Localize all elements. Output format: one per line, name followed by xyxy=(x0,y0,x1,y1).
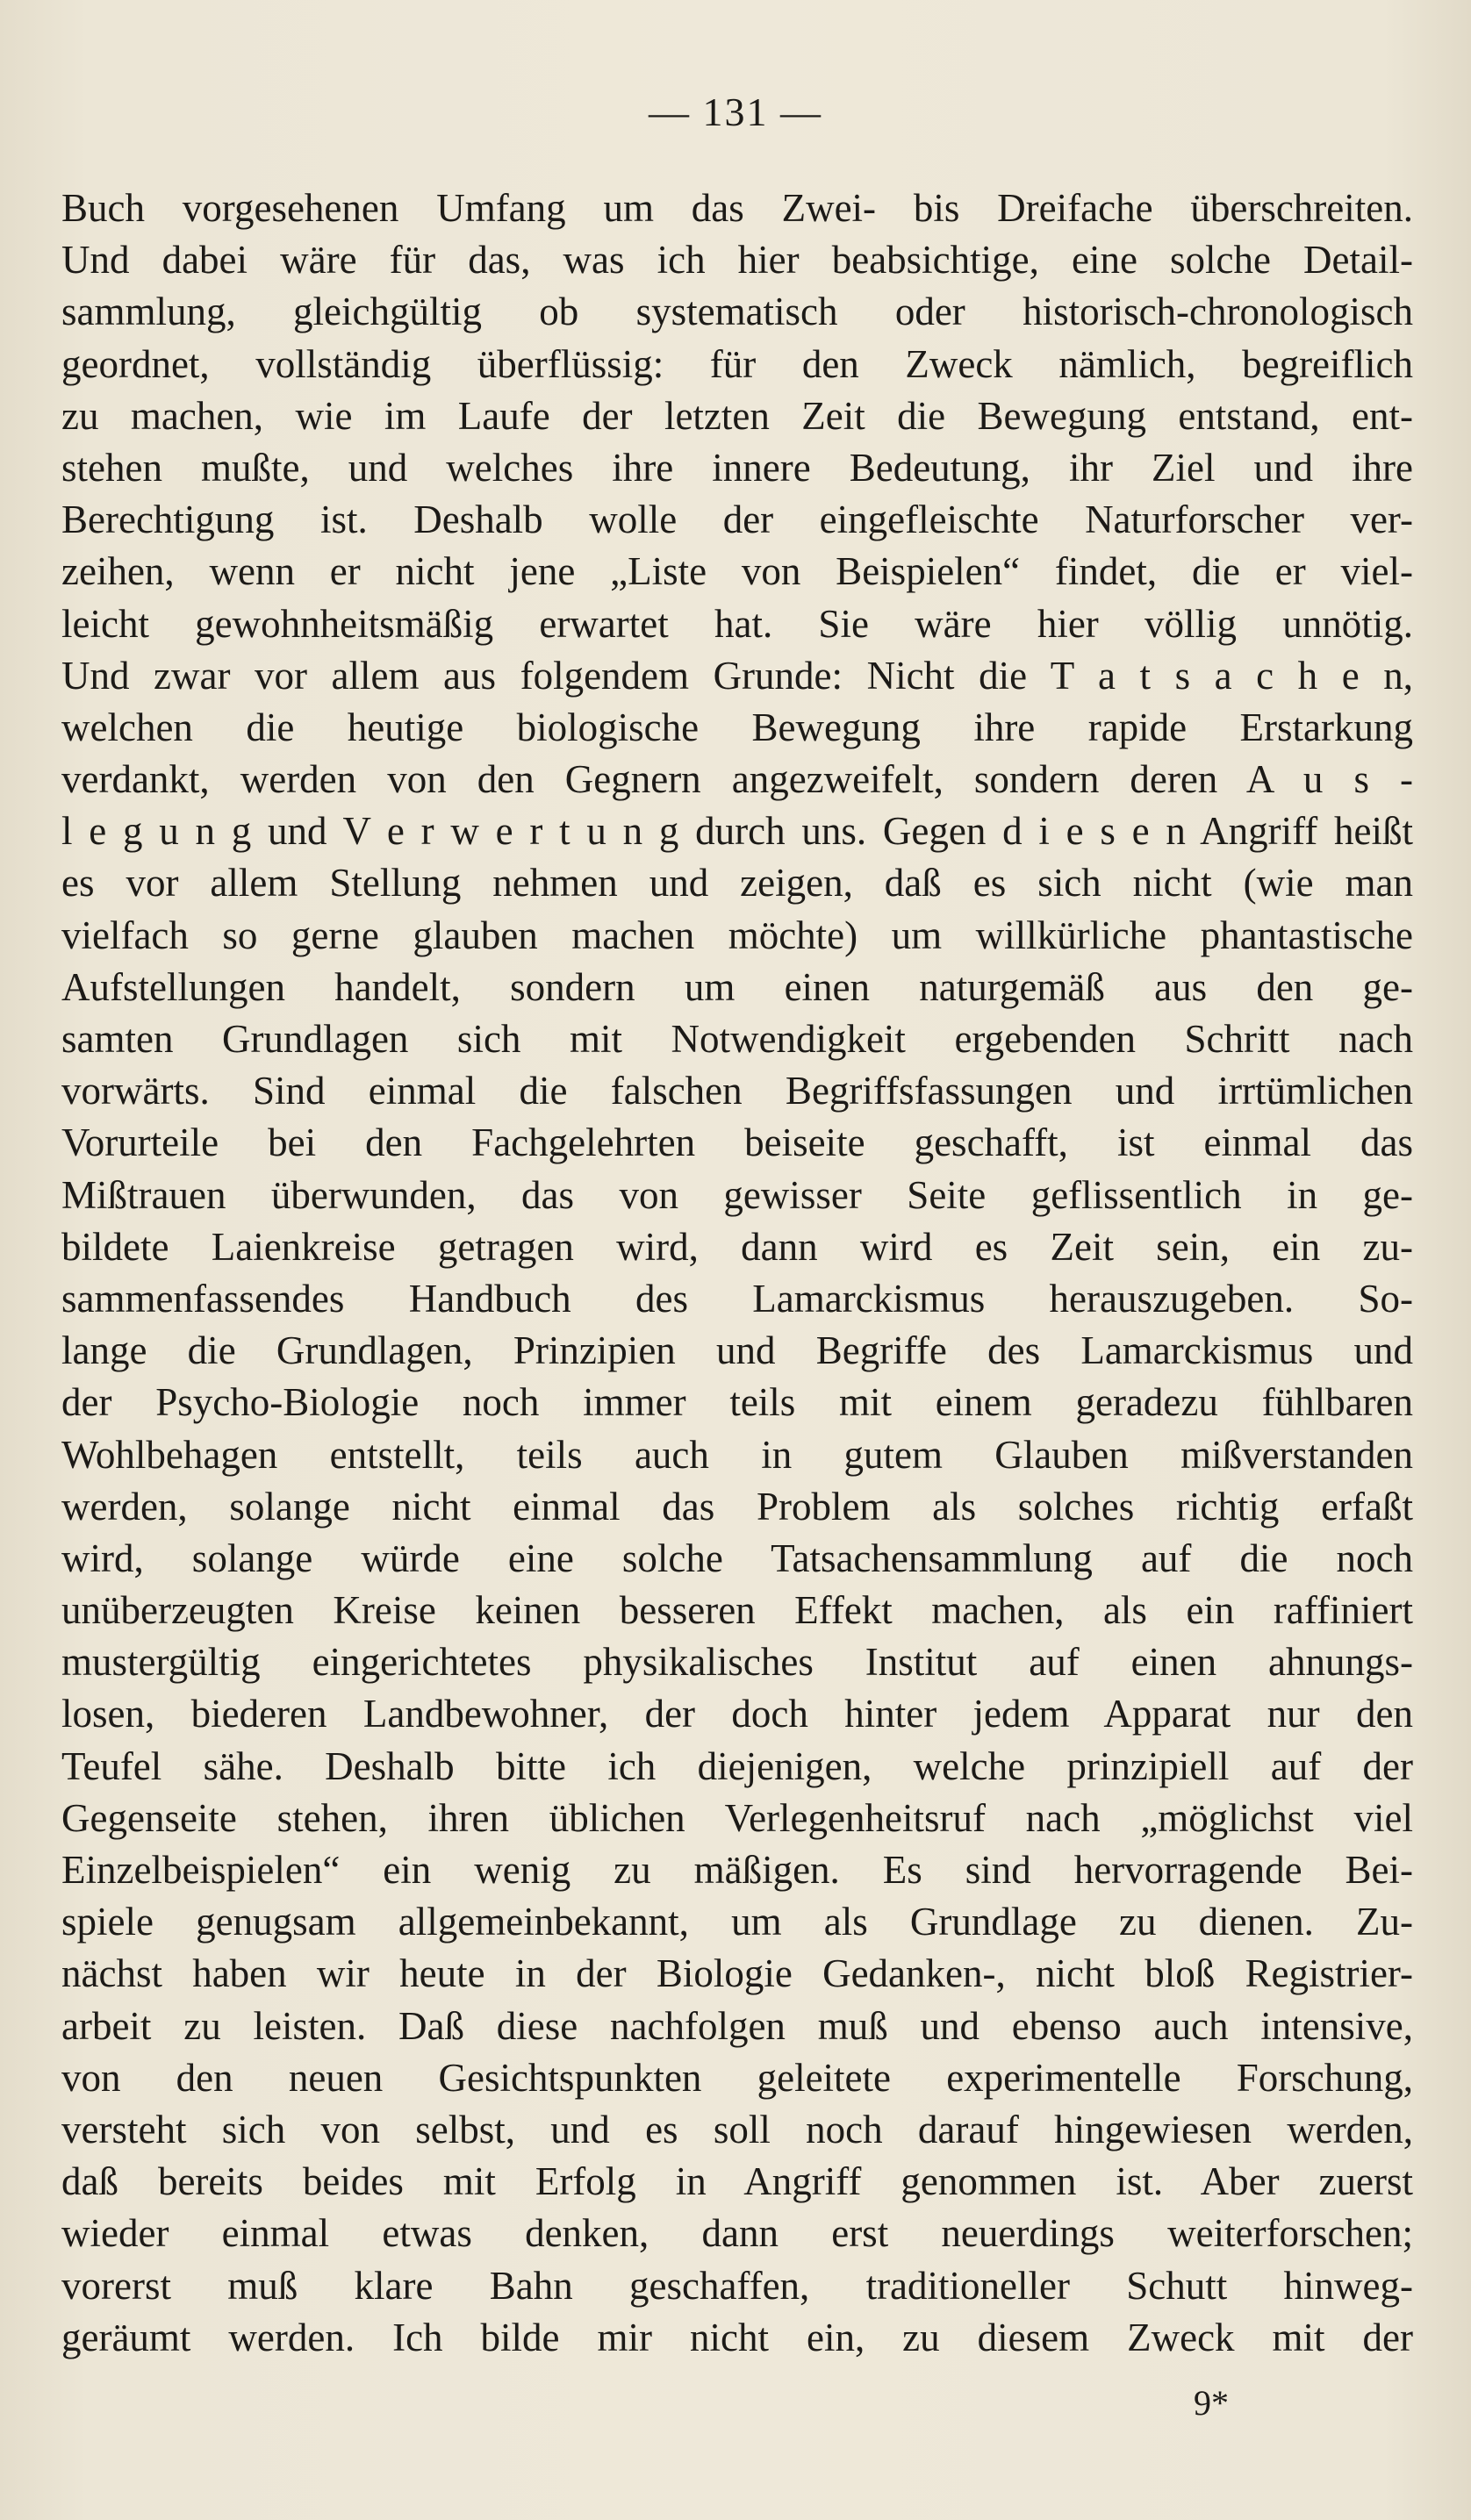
text-line: unüberzeugten Kreise keinen besseren Effekt machen, als ein raffiniert xyxy=(61,1588,1413,1633)
text-line: verdankt, werden von den Gegnern angezweifelt, sondern deren A u s - xyxy=(61,757,1413,802)
body-text xyxy=(61,183,1413,2364)
text-line: sammlung, gleichgültig ob systematisch oder historisch-chronologisch xyxy=(61,290,1413,334)
text-line: werden, solange nicht einmal das Problem als solches richtig erfaßt xyxy=(61,1484,1413,1528)
text-line: geordnet, vollständig überflüssig: für den Zweck nämlich, begreiflich xyxy=(61,341,1413,386)
text-line: von den neuen Gesichtspunkten geleitete experimentelle Forschung, xyxy=(61,2055,1413,2100)
text-line: sammenfassendes Handbuch des Lamarckismus herauszugeben. So- xyxy=(61,1276,1413,1321)
text-line: wieder einmal etwas denken, dann erst neuerdings weiterforschen; xyxy=(61,2211,1413,2256)
text-line: daß bereits beides mit Erfolg in Angriff genommen ist. Aber zuerst xyxy=(61,2159,1413,2204)
text-line: mustergültig eingerichtetes physikalisches Institut auf einen ahnungs- xyxy=(61,1640,1413,1685)
text-line: geräumt werden. Ich bilde mir nicht ein, zu diesem Zweck mit der xyxy=(61,2315,1413,2359)
text-line: es vor allem Stellung nehmen und zeigen, daß es sich nicht (wie man xyxy=(61,861,1413,906)
text-line: Buch vorgesehenen Umfang um das Zwei- bis Dreifache überschreiten. xyxy=(61,186,1413,230)
page-number-header: — 131 — xyxy=(649,89,822,134)
text-line: Und zwar vor allem aus folgendem Grunde: Nicht die T a t s a c h e n, xyxy=(61,653,1413,698)
text-line: Wohlbehagen entstellt, teils auch in gutem Glauben mißverstanden xyxy=(61,1432,1413,1477)
text-line: der Psycho-Biologie noch immer teils mit einem geradezu fühlbaren xyxy=(61,1380,1413,1425)
text-line: bildete Laienkreise getragen wird, dann wird es Zeit sein, ein zu- xyxy=(61,1224,1413,1269)
text-line: Teufel sähe. Deshalb bitte ich diejenigen, welche prinzipiell auf der xyxy=(61,1743,1413,1788)
text-line: Einzelbeispielen“ ein wenig zu mäßigen. Es sind hervorragende Bei- xyxy=(61,1848,1413,1892)
text-line: Berechtigung ist. Deshalb wolle der eingefleischte Naturforscher ver- xyxy=(61,498,1413,542)
text-line: spiele genugsam allgemeinbekannt, um als Grundlage zu dienen. Zu- xyxy=(61,1900,1413,1944)
text-line: versteht sich von selbst, und es soll noch darauf hingewiesen werden, xyxy=(61,2107,1413,2151)
text-line: l e g u n g und V e r w e r t u n g durch uns. Gegen d i e s e n Angriff heißt xyxy=(61,809,1413,854)
text-line: wird, solange würde eine solche Tatsachensammlung auf die noch xyxy=(61,1536,1413,1580)
text-line: vielfach so gerne glauben machen möchte) um willkürliche phantastische xyxy=(61,913,1413,957)
text-line: zu machen, wie im Laufe der letzten Zeit die Bewegung entstand, ent- xyxy=(61,393,1413,438)
text-line: zeihen, wenn er nicht jene „Liste von Beispielen“ findet, die er viel- xyxy=(61,549,1413,594)
text-line: Mißtrauen überwunden, das von gewisser Seite geflissentlich in ge- xyxy=(61,1172,1413,1217)
signature-mark: 9* xyxy=(1194,2383,1229,2423)
text-line: vorerst muß klare Bahn geschaffen, traditioneller Schutt hinweg- xyxy=(61,2263,1413,2308)
text-line: losen, biederen Landbewohner, der doch hinter jedem Apparat nur den xyxy=(61,1692,1413,1736)
text-line: Gegenseite stehen, ihren üblichen Verlegenheitsruf nach „möglichst viel xyxy=(61,1795,1413,1840)
text-line: Und dabei wäre für das, was ich hier beabsichtige, eine solche Detail- xyxy=(61,238,1413,283)
text-line: samten Grundlagen sich mit Notwendigkeit ergebenden Schritt nach xyxy=(61,1017,1413,1061)
text-line: stehen mußte, und welches ihre innere Bedeutung, ihr Ziel und ihre xyxy=(61,445,1413,490)
text-line: welchen die heutige biologische Bewegung ihre rapide Erstarkung xyxy=(61,705,1413,749)
text-line: Aufstellungen handelt, sondern um einen naturgemäß aus den ge- xyxy=(61,964,1413,1009)
text-line: arbeit zu leisten. Daß diese nachfolgen muß und ebenso auch intensive, xyxy=(61,2003,1413,2048)
text-line: Vorurteile bei den Fachgelehrten beiseite geschafft, ist einmal das xyxy=(61,1120,1413,1165)
text-line: leicht gewohnheitsmäßig erwartet hat. Sie wäre hier völlig unnötig. xyxy=(61,601,1413,646)
text-line: nächst haben wir heute in der Biologie Gedanken-, nicht bloß Registrier- xyxy=(61,1951,1413,1996)
text-line: lange die Grundlagen, Prinzipien und Begriffe des Lamarckismus und xyxy=(61,1328,1413,1373)
text-line: vorwärts. Sind einmal die falschen Begriffsfassungen und irrtümlichen xyxy=(61,1069,1413,1113)
